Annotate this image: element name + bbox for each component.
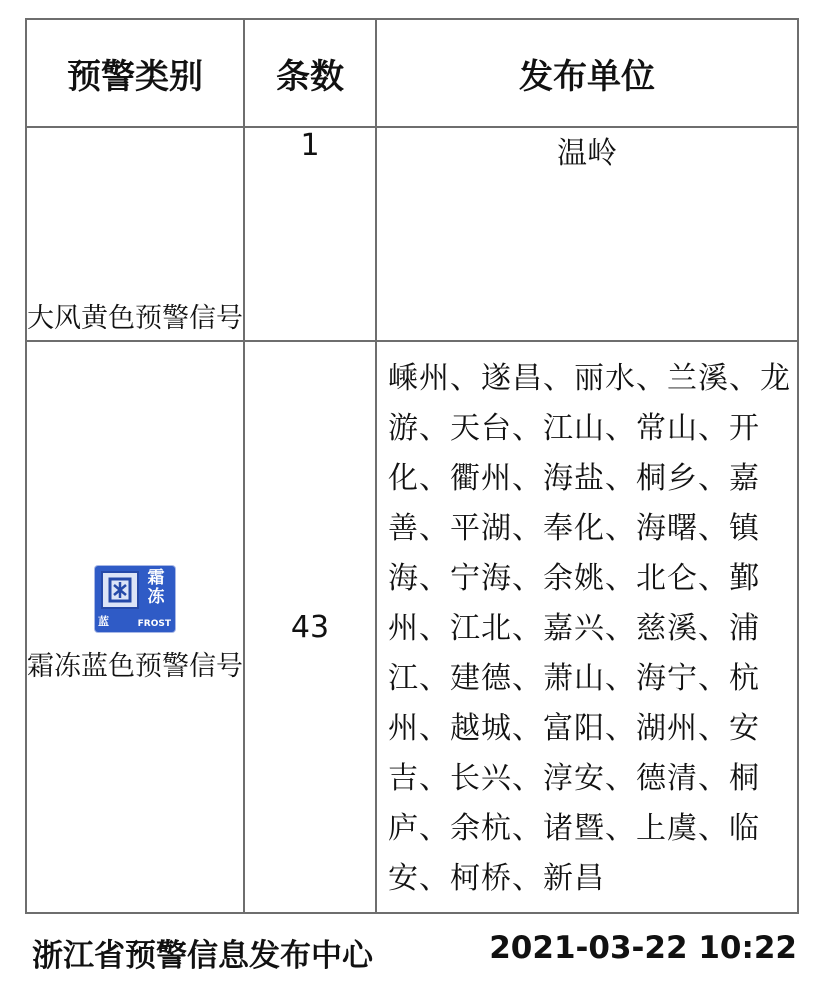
frost-pictogram-icon bbox=[101, 571, 139, 609]
wind-category-text: 大风黄色预警信号 bbox=[27, 303, 243, 334]
frost-units-list: 嵊州、遂昌、丽水、兰溪、龙游、天台、江山、常山、开化、衢州、海盐、桐乡、嘉善、平湖、奉化、海曙、镇海、宁海、余姚、北仑、鄞州、江北、嘉兴、慈溪、浦江、建德、萧山、海宁、杭州、越城、富阳、湖州、安吉、长兴、淳安、德清、桐庐、余杭、诸暨、上虞、临安、柯桥、新昌 bbox=[388, 361, 791, 896]
footer-source: 浙江省预警信息发布中心 bbox=[32, 938, 373, 974]
cell-wind-count: 1 bbox=[244, 127, 376, 341]
frost-blue-warning-icon bbox=[95, 566, 175, 632]
frost-icon-english: FROST bbox=[137, 619, 171, 629]
table-header-row bbox=[26, 19, 798, 127]
table-row-wind bbox=[26, 127, 798, 341]
warning-table bbox=[25, 18, 799, 914]
cell-frost-units bbox=[376, 341, 798, 913]
footer-datetime: 2021-03-22 10:22 bbox=[489, 930, 797, 966]
cell-wind-units: 温岭 bbox=[376, 127, 798, 341]
frost-icon-char-1: 霜 bbox=[147, 568, 165, 588]
cell-frost-count: 43 bbox=[244, 341, 376, 913]
table-row-frost bbox=[26, 341, 798, 913]
header-count: 条数 bbox=[244, 19, 376, 127]
frost-icon-char-2: 冻 bbox=[147, 587, 165, 607]
header-category: 预警类别 bbox=[26, 19, 244, 127]
frost-icon-level: 蓝 bbox=[98, 615, 109, 628]
frost-category-text: 霜冻蓝色预警信号 bbox=[27, 651, 243, 682]
header-issuing-unit: 发布单位 bbox=[376, 19, 798, 127]
cell-frost-category bbox=[26, 341, 244, 913]
cell-wind-category bbox=[26, 127, 244, 341]
